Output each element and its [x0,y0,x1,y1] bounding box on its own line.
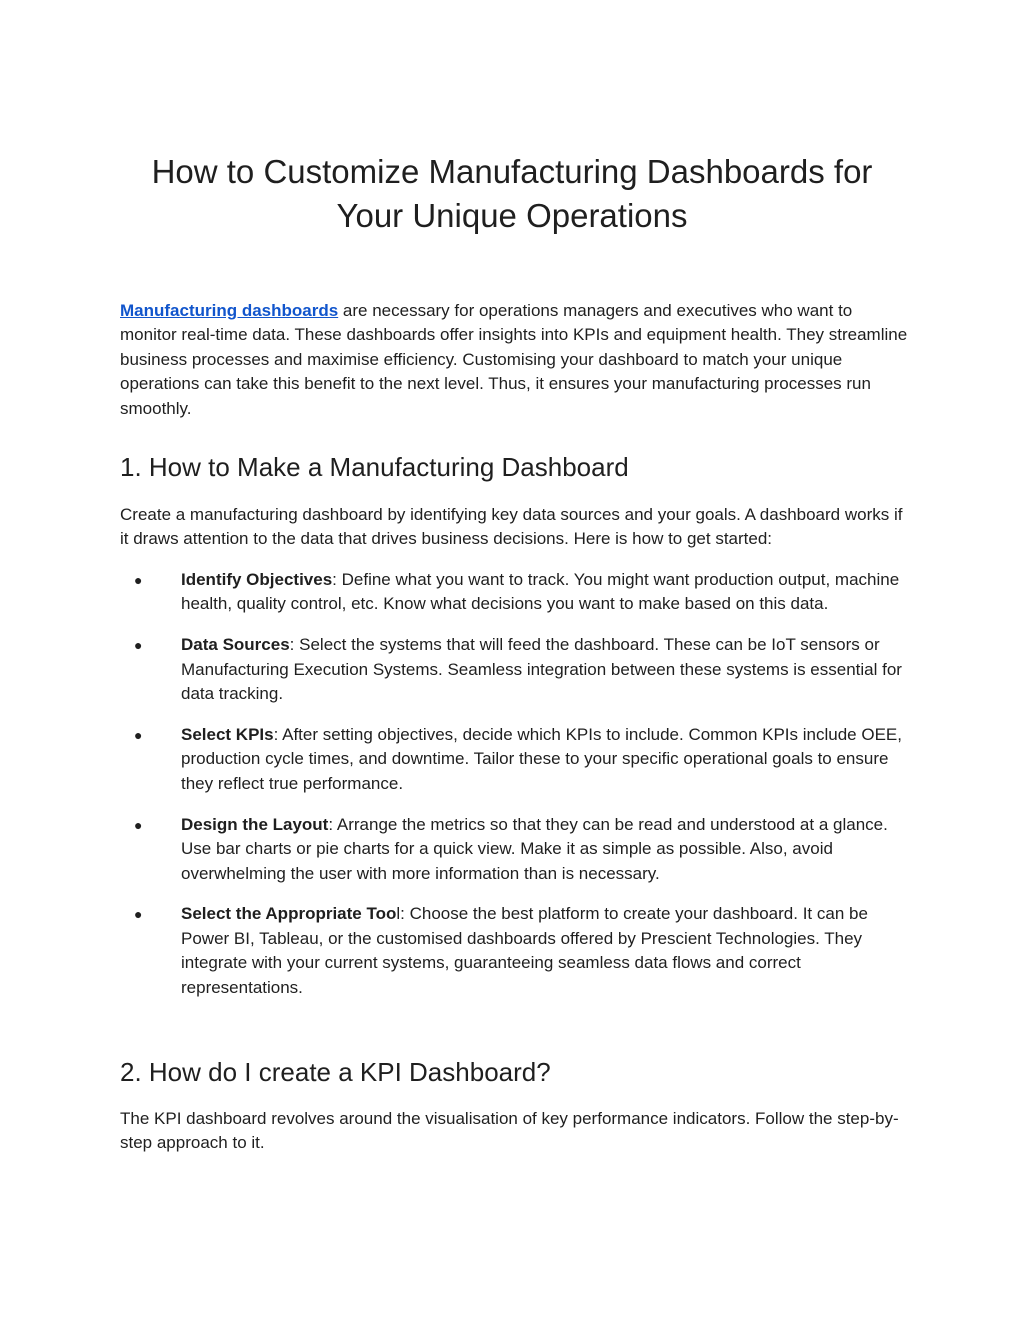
bullet-term: Design the Layout [181,814,329,834]
list-item [120,723,910,796]
list-item [120,813,910,886]
bullet-text: : Define what you want to track. You might want production output, machine health, quality control, etc. Know what decisions you want to make based on this data. [181,570,900,614]
bullet-term: Select KPIs [181,725,274,745]
bullet-text: : Arrange the metrics so that they can be read and understood at a glance. Use bar charts or pie charts for a quick view. Make it as simple as possible. Also, avoid overwhelming the user with more information than is necessary. [181,814,888,883]
manufacturing-dashboards-link[interactable]: Manufacturing dashboards [120,301,339,320]
section-1-bullet-list [120,568,910,1017]
section-1-heading: 1. How to Make a Manufacturing Dashboard [120,452,629,482]
section-2-paragraph: The KPI dashboard revolves around the visualisation of key performance indicators. Follow the step-by-step approach to it. [120,1109,899,1153]
section-1-paragraph: Create a manufacturing dashboard by identifying key data sources and your goals. A dashboard works if it draws attention to the data that drives business decisions. Here is how to get started: [120,505,903,549]
document-title: How to Customize Manufacturing Dashboards for Your Unique Operations [151,153,873,234]
bullet-term: Select the Appropriate Too [181,904,397,924]
bullet-icon: ● [134,816,143,833]
bullet-term: Data Sources [181,635,290,655]
bullet-icon: ● [134,637,143,654]
bullet-text: : Choose the best platform to create your dashboard. It can be Power BI, Tableau, or the customised dashboards offered by Prescient Technologies. They integrate with your current systems, guaranteeing seamless data flows and correct representations. [181,904,868,997]
bullet-icon: ● [134,906,143,923]
bullet-term: Identify Objectives [181,570,333,589]
intro-paragraph [120,299,910,421]
list-item [120,568,910,617]
bullet-icon: ● [134,572,143,588]
bullet-text: : Select the systems that will feed the dashboard. These can be IoT sensors or Manufacturing Execution Systems. Seamless integration between these systems is essential for data tracking. [181,635,902,704]
list-item [120,633,910,706]
intro-text: are necessary for operations managers and executives who want to monitor real-time data. These dashboards offer insights into KPIs and equipment health. They streamline business processes and maximise efficiency. Customising your dashboard to match your unique operations can take this benefit to the next level. Thus, it ensures your manufacturing processes run smoothly. [120,301,908,418]
bullet-text: : After setting objectives, decide which KPIs to include. Common KPIs include OEE, production cycle times, and downtime. Tailor these to your specific operational goals to ensure they reflect true performance. [181,725,902,793]
bullet-term-rest: l [396,904,401,924]
section-2-heading: 2. How do I create a KPI Dashboard? [120,1057,551,1087]
list-item [120,902,910,1000]
bullet-icon: ● [134,727,143,744]
